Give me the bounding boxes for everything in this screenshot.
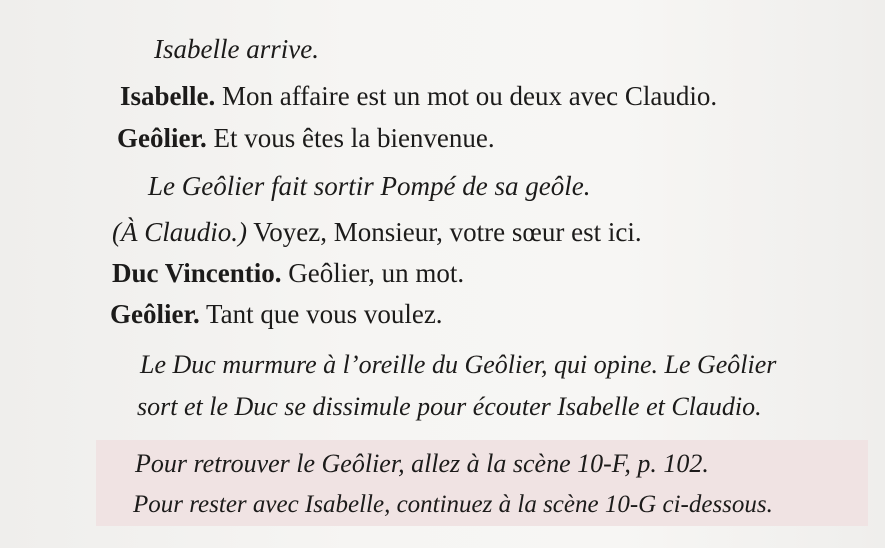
choice-text: Pour rester avec Isabelle, continuez à la scène 10-G ci-dessous. — [133, 491, 773, 518]
stage-direction-duc-1 — [140, 349, 776, 381]
dialogue-geolier-1 — [117, 122, 495, 154]
speaker-name: Geôlier. — [117, 123, 207, 153]
dialogue-text: Tant que vous voulez. — [199, 299, 443, 329]
dialogue-geolier-2 — [110, 298, 443, 330]
dialogue-text: Geôlier, un mot. — [281, 258, 465, 288]
choice-text: Pour retrouver le Geôlier, allez à la scène 10-F, p. 102. — [135, 449, 709, 478]
dialogue-isabelle — [120, 80, 717, 112]
speaker-name: Isabelle. — [120, 81, 216, 111]
dialogue-text: Voyez, Monsieur, votre sœur est ici. — [247, 217, 642, 247]
dialogue-text: Mon affaire est un mot ou deux avec Claudio. — [215, 81, 718, 111]
stage-direction-text: Le Duc murmure à l’oreille du Geôlier, qui opine. Le Geôlier — [140, 350, 777, 379]
dialogue-aside-claudio — [112, 216, 642, 248]
dialogue-duc-vincentio — [112, 257, 464, 289]
aside-direction: (À Claudio.) — [112, 217, 247, 247]
speaker-name: Duc Vincentio. — [112, 258, 282, 288]
dialogue-text: Et vous êtes la bienvenue. — [206, 123, 495, 153]
stage-direction-text: Le Geôlier fait sortir Pompé de sa geôle. — [148, 171, 591, 201]
stage-direction-text: Isabelle arrive. — [154, 34, 319, 64]
speaker-name: Geôlier. — [110, 299, 200, 329]
stage-direction-isabelle-arrives — [154, 33, 319, 65]
choice-geolier[interactable] — [135, 448, 709, 480]
stage-direction-duc-2 — [137, 391, 762, 423]
stage-direction-text: sort et le Duc se dissimule pour écouter Isabelle et Claudio. — [137, 392, 762, 421]
choice-isabelle[interactable] — [133, 489, 773, 521]
stage-direction-pompe — [148, 170, 590, 202]
